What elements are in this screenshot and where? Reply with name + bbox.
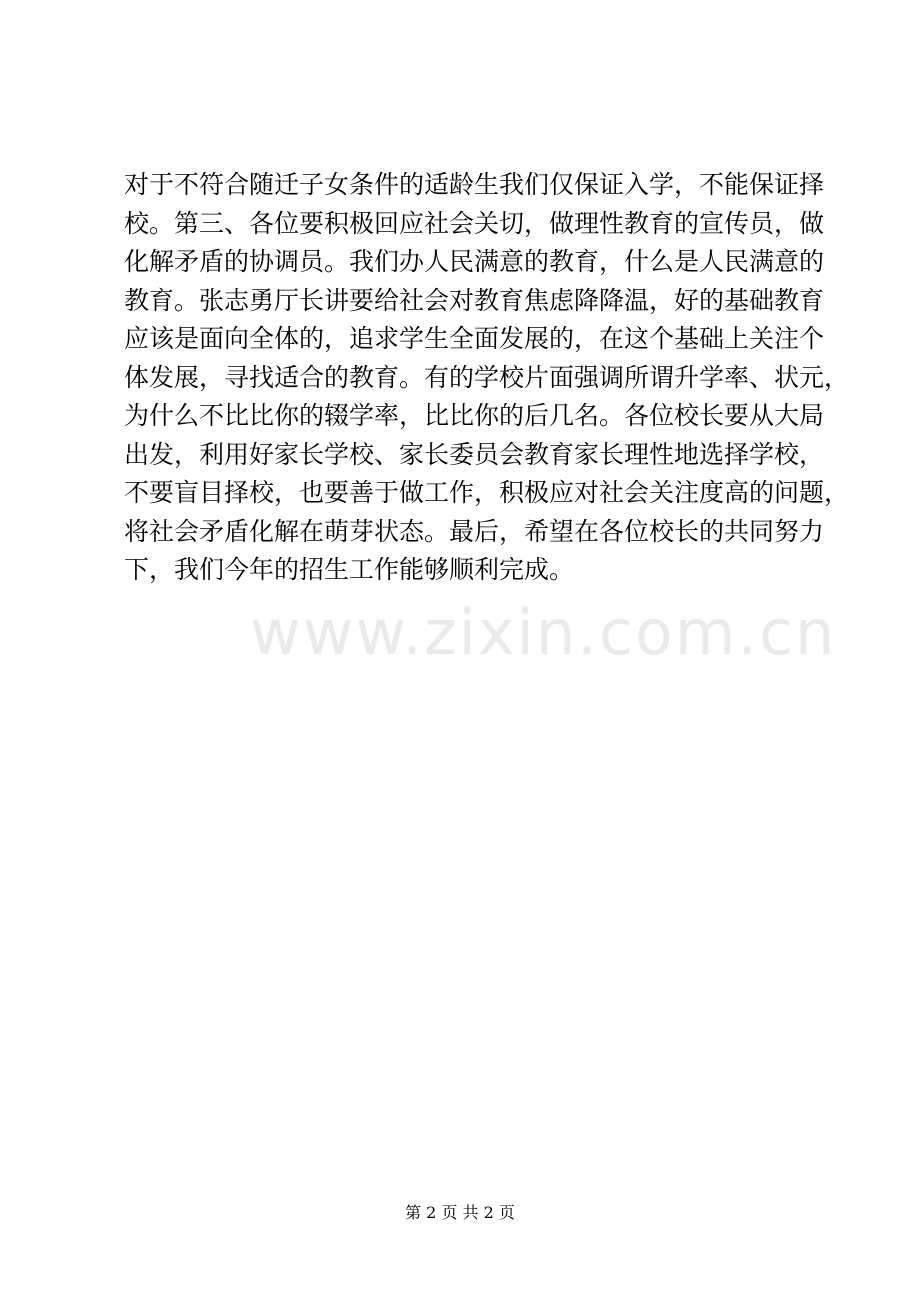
paragraph-line: 出发，利用好家长学校、家长委员会教育家长理性地选择学校， xyxy=(124,439,825,469)
paragraph-line: 为什么不比比你的辍学率，比比你的后几名。各位校长要从大局 xyxy=(124,401,825,430)
page-footer: 第 2 页 共 2 页 xyxy=(405,1203,515,1222)
paragraph-line: 下，我们今年的招生工作能够顺利完成。 xyxy=(124,555,575,584)
paragraph-line: 对于不符合随迁子女条件的适龄生我们仅保证入学，不能保证择 xyxy=(124,170,825,199)
body-paragraph xyxy=(124,166,850,590)
paragraph-line: 化解矛盾的协调员。我们办人民满意的教育，什么是人民满意的 xyxy=(124,247,825,276)
paragraph-line: 体发展，寻找适合的教育。有的学校片面强调所谓升学率、状元， xyxy=(124,362,850,392)
paragraph-line: 不要盲目择校，也要善于做工作，积极应对社会关注度高的问题， xyxy=(124,478,850,507)
paragraph-line: 教育。张志勇厅长讲要给社会对教育焦虑降降温，好的基础教育 xyxy=(124,285,825,315)
watermark: www.zixin.com.cn xyxy=(250,596,837,669)
paragraph-line: 应该是面向全体的，追求学生全面发展的，在这个基础上关注个 xyxy=(124,324,825,353)
paragraph-line: 校。第三、各位要积极回应社会关切，做理性教育的宣传员，做 xyxy=(124,208,825,238)
paragraph-line: 将社会矛盾化解在萌芽状态。最后，希望在各位校长的共同努力 xyxy=(124,516,825,546)
